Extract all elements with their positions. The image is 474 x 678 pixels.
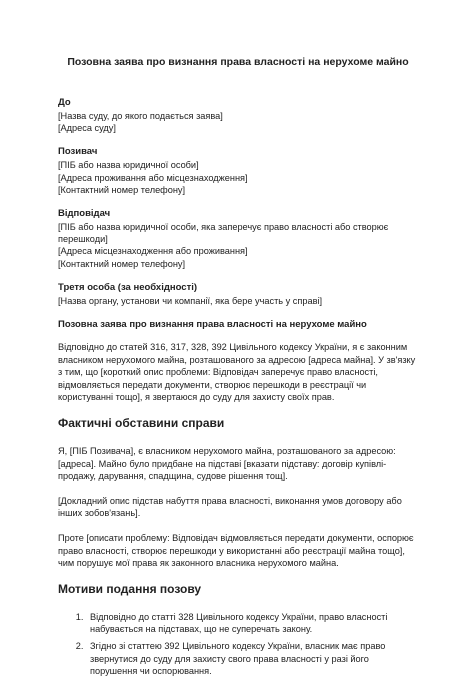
defendant-block — [58, 208, 418, 270]
facts-paragraph-3: Проте [описати проблему: Відповідач відмовляється передати документи, оспорює право власності, створює перешкоди у використанні або реєстрації майна тощо], чим порушує мої права як законного власника нерухомого майна. — [58, 532, 414, 569]
facts-paragraph-2: [Докладний опис підстав набуття права власності, виконання умов договору або інших зобов'язань]. — [58, 495, 402, 519]
court-block — [58, 97, 418, 134]
document-title: Позовна заява про визнання права власності на нерухоме майно — [67, 56, 409, 68]
court-name-line: [Назва суду, до якого подається заява] — [58, 111, 223, 121]
plaintiff-block — [58, 146, 418, 196]
third-party-block — [58, 282, 418, 307]
plaintiff-label: Позивач — [58, 146, 98, 158]
court-address-line: [Адреса суду] — [58, 123, 116, 134]
motives-heading: Мотиви подання позову — [58, 581, 202, 596]
motives-list — [58, 611, 418, 678]
motives-list-item-2: 2. Згідно зі статтею 392 Цивільного кодексу України, власник має право звернутися до суду для захисту свого права власності у разі його порушення чи оспорювання. — [86, 640, 418, 678]
court-label: До — [58, 97, 71, 108]
claim-heading: Позовна заява про визнання права власності на нерухоме майно — [58, 319, 367, 331]
defendant-name-line-cont: перешкоди] — [58, 234, 108, 245]
facts-paragraph-1: Я, [ПІБ Позивача], є власником нерухомого майна, розташованого за адресою: [адреса]. Майно було придбане на підставі [вказати підставу: договір купівлі-продажу, дарування, спадщина, судове рішення тощ]. — [58, 446, 396, 482]
defendant-name-line: [ПІБ або назва юридичної особи, яка заперечує право власності або створює — [58, 222, 389, 233]
facts-heading: Фактичні обставини справи — [58, 416, 225, 430]
defendant-label: Відповідач — [58, 208, 111, 220]
plaintiff-name-line: [ПІБ або назва юридичної особи] — [58, 160, 199, 171]
motives-list-item-1: 1. Відповідно до статті 328 Цивільного кодексу України, право власності набувається на підставах, що не суперечать закону. — [86, 611, 418, 636]
plaintiff-phone-line: [Контактний номер телефону] — [58, 184, 186, 195]
intro-paragraph: Відповідно до статей 316, 317, 328, 392 Цивільного кодексу України, я є законним власником нерухомого майна, розташованого за адресою [адреса майна]. У зв'язку з тим, що [короткий опис проблеми: Відповідач заперечує право власності, відмовляється передати документи, створює перешкоди в реєстрації чи користуванні тощо], я звертаюся до суду для захисту своїх прав. — [58, 342, 416, 403]
defendant-address-line: [Адреса місцезнаходження або проживання] — [58, 246, 248, 257]
defendant-phone-line: [Контактний номер телефону] — [58, 258, 186, 269]
plaintiff-address-line: [Адреса проживання або місцезнаходження] — [58, 172, 248, 183]
third-party-line: [Назва органу, установи чи компанії, яка бере участь у справі] — [58, 295, 323, 306]
third-party-label: Третя особа (за необхідності) — [58, 281, 198, 293]
